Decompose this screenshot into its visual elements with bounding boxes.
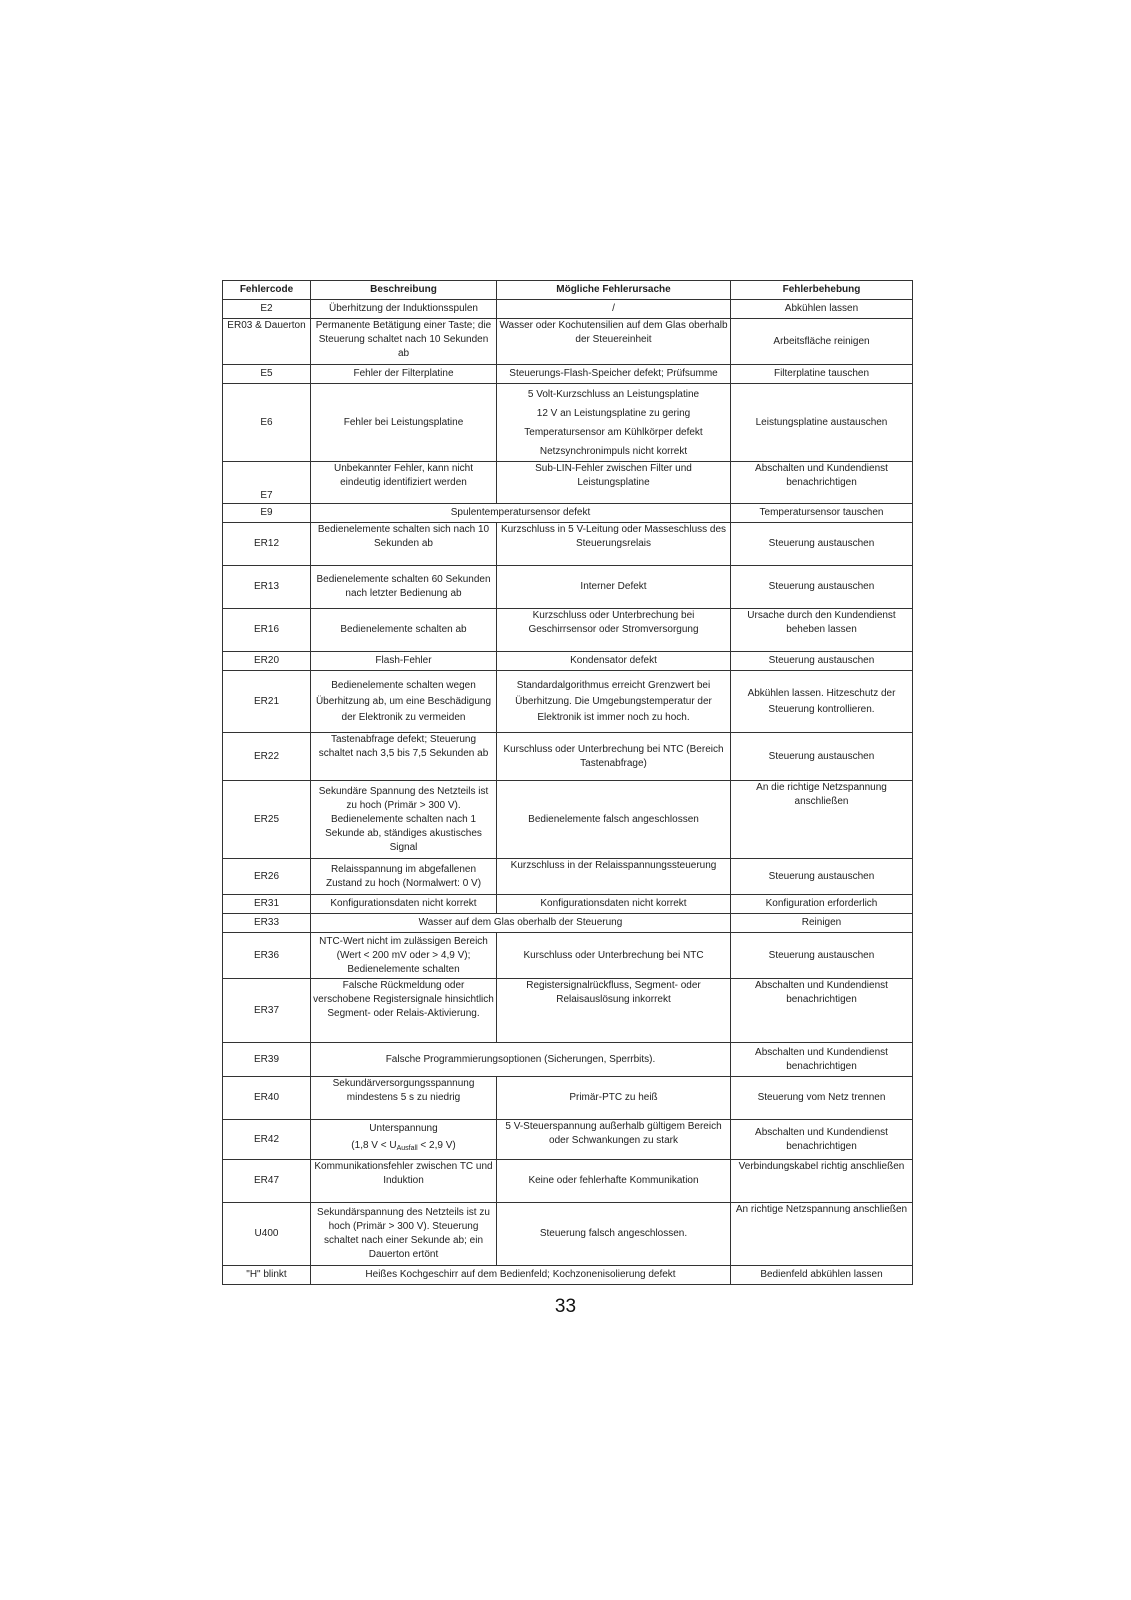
error-cause: Bedienelemente falsch angeschlossen (497, 781, 731, 859)
error-cause: Kondensator defekt (497, 652, 731, 671)
error-cause: 5 V-Steuerspannung außerhalb gültigem Bereich oder Schwankungen zu stark (497, 1120, 731, 1160)
cause-line: Netzsynchronimpuls nicht korrekt (539, 445, 688, 457)
page-number: 33 (554, 1296, 577, 1317)
error-fix: Steuerung austauschen (731, 566, 913, 609)
table-row (223, 1077, 913, 1120)
table-row (223, 1203, 913, 1266)
table-row (223, 1120, 913, 1160)
error-description: Bedienelemente schalten ab (311, 609, 497, 652)
error-code: E7 (223, 462, 311, 504)
table-row (223, 365, 913, 384)
desc-line: Unterspannung (369, 1123, 438, 1134)
error-description: Sekundärspannung des Netzteils ist zu hoch (Primär > 300 V). Steuerung schaltet nach einer Sekunde ab; ein Dauerton ertönt (311, 1203, 497, 1266)
error-fix: Steuerung austauschen (731, 523, 913, 566)
table-row (223, 895, 913, 914)
cause-line: Temperatursensor am Kühlkörper defekt (524, 426, 703, 438)
error-code: "H" blinkt (223, 1266, 311, 1285)
error-fix: Verbindungskabel richtig anschließen (731, 1160, 913, 1203)
error-description: Überhitzung der Induktionsspulen (311, 300, 497, 319)
table-row (223, 1266, 913, 1285)
error-code: ER39 (223, 1043, 311, 1077)
error-fix: Abschalten und Kundendienst benachrichtigen (731, 979, 913, 1043)
error-cause (497, 384, 731, 462)
error-fix: Leistungsplatine austauschen (731, 384, 913, 462)
voltage-suffix: < 2,9 V) (417, 1140, 456, 1151)
error-fix: Abkühlen lassen (731, 300, 913, 319)
cause-line: 5 Volt-Kurzschluss an Leistungsplatine (527, 388, 700, 400)
error-cause: Standardalgorithmus erreicht Grenzwert bei Überhitzung. Die Umgebungstemperatur der Elektronik ist immer noch zu hoch. (497, 671, 731, 733)
error-cause: Sub-LIN-Fehler zwischen Filter und Leistungsplatine (497, 462, 731, 504)
error-description-cause: Spulentemperatursensor defekt (311, 504, 731, 523)
error-description: Flash-Fehler (311, 652, 497, 671)
header-fehlerbehebung: Fehlerbehebung (731, 281, 913, 300)
error-description: Unbekannter Fehler, kann nicht eindeutig identifiziert werden (311, 462, 497, 504)
error-code: ER22 (223, 733, 311, 781)
error-code: ER42 (223, 1120, 311, 1160)
error-description: Relaisspannung im abgefallenen Zustand zu hoch (Normalwert: 0 V) (311, 859, 497, 895)
error-code: ER37 (223, 979, 311, 1043)
error-cause: Kurzschluss oder Unterbrechung bei Geschirrsensor oder Stromversorgung (497, 609, 731, 652)
error-description: Sekundärversorgungsspannung mindestens 5 s zu niedrig (311, 1077, 497, 1120)
error-code: E9 (223, 504, 311, 523)
error-cause: Keine oder fehlerhafte Kommunikation (497, 1160, 731, 1203)
error-fix: Abschalten und Kundendienst benachrichtigen (731, 462, 913, 504)
error-code: ER47 (223, 1160, 311, 1203)
header-fehlercode: Fehlercode (223, 281, 311, 300)
table-row (223, 933, 913, 979)
error-code: U400 (223, 1203, 311, 1266)
error-fix: An richtige Netzspannung anschließen (731, 1203, 913, 1266)
voltage-prefix: (1,8 V < U (351, 1140, 397, 1151)
error-code: ER20 (223, 652, 311, 671)
error-fix: Steuerung austauschen (731, 933, 913, 979)
error-code: E5 (223, 365, 311, 384)
error-fix: Steuerung vom Netz trennen (731, 1077, 913, 1120)
error-code: ER16 (223, 609, 311, 652)
table-row (223, 566, 913, 609)
error-cause: Wasser oder Kochutensilien auf dem Glas oberhalb der Steuereinheit (497, 319, 731, 365)
error-cause: / (497, 300, 731, 319)
table-row (223, 781, 913, 859)
error-cause: Registersignalrückfluss, Segment- oder Relaisauslösung inkorrekt (497, 979, 731, 1043)
error-description: NTC-Wert nicht im zulässigen Bereich (Wert < 200 mV oder > 4,9 V); Bedienelemente schalten (311, 933, 497, 979)
table-row (223, 462, 913, 504)
table-row (223, 523, 913, 566)
error-code: ER31 (223, 895, 311, 914)
error-cause: Kurzschluss in 5 V-Leitung oder Masseschluss des Steuerungsrelais (497, 523, 731, 566)
error-code-table (222, 280, 913, 1285)
error-code: ER21 (223, 671, 311, 733)
error-description: Fehler bei Leistungsplatine (311, 384, 497, 462)
error-code: ER33 (223, 914, 311, 933)
table-row (223, 859, 913, 895)
header-beschreibung: Beschreibung (311, 281, 497, 300)
error-cause: Kurschluss oder Unterbrechung bei NTC (Bereich Tastenabfrage) (497, 733, 731, 781)
error-fix: Steuerung austauschen (731, 733, 913, 781)
error-description: Konfigurationsdaten nicht korrekt (311, 895, 497, 914)
error-cause: Steuerung falsch angeschlossen. (497, 1203, 731, 1266)
error-cause: Interner Defekt (497, 566, 731, 609)
error-fix: Abkühlen lassen. Hitzeschutz der Steuerung kontrollieren. (731, 671, 913, 733)
table-row (223, 319, 913, 365)
error-description (311, 1120, 497, 1160)
error-fix: Filterplatine tauschen (731, 365, 913, 384)
table-row (223, 671, 913, 733)
error-fix: Arbeitsfläche reinigen (731, 319, 913, 365)
error-description-cause: Falsche Programmierungsoptionen (Sicherungen, Sperrbits). (311, 1043, 731, 1077)
error-description: Falsche Rückmeldung oder verschobene Registersignale hinsichtlich Segment- oder Relais-Aktivierung. (311, 979, 497, 1043)
error-fix: Reinigen (731, 914, 913, 933)
error-fix: Abschalten und Kundendienst benachrichtigen (731, 1043, 913, 1077)
table-row (223, 1160, 913, 1203)
error-code: ER40 (223, 1077, 311, 1120)
error-code: E2 (223, 300, 311, 319)
table-row (223, 384, 913, 462)
error-fix: Bedienfeld abkühlen lassen (731, 1266, 913, 1285)
error-description: Sekundäre Spannung des Netzteils ist zu hoch (Primär > 300 V). Bedienelemente schalten nach 1 Sekunde ab, ständiges akustisches Signal (311, 781, 497, 859)
table-row (223, 300, 913, 319)
table-row (223, 733, 913, 781)
table-header-row (223, 281, 913, 300)
error-description: Bedienelemente schalten wegen Überhitzung ab, um eine Beschädigung der Elektronik zu vermeiden (311, 671, 497, 733)
error-code: ER26 (223, 859, 311, 895)
error-fix: Steuerung austauschen (731, 859, 913, 895)
error-description-cause: Heißes Kochgeschirr auf dem Bedienfeld; Kochzonenisolierung defekt (311, 1266, 731, 1285)
error-fix: An die richtige Netzspannung anschließen (731, 781, 913, 859)
error-code: ER03 & Dauerton (223, 319, 311, 365)
error-fix: Konfiguration erforderlich (731, 895, 913, 914)
table-row (223, 914, 913, 933)
error-description: Bedienelemente schalten sich nach 10 Sekunden ab (311, 523, 497, 566)
table-row (223, 652, 913, 671)
cause-line: 12 V an Leistungsplatine zu gering (536, 407, 691, 419)
error-cause: Kurschluss oder Unterbrechung bei NTC (497, 933, 731, 979)
error-fix: Temperatursensor tauschen (731, 504, 913, 523)
error-cause: Kurzschluss in der Relaisspannungssteuerung (497, 859, 731, 895)
error-description: Kommunikationsfehler zwischen TC und Induktion (311, 1160, 497, 1203)
error-description: Bedienelemente schalten 60 Sekunden nach letzter Bedienung ab (311, 566, 497, 609)
voltage-subscript: Ausfall (396, 1145, 418, 1152)
table-row (223, 1043, 913, 1077)
error-code: ER13 (223, 566, 311, 609)
error-fix: Steuerung austauschen (731, 652, 913, 671)
error-cause: Primär-PTC zu heiß (497, 1077, 731, 1120)
error-code: E6 (223, 384, 311, 462)
error-fix: Abschalten und Kundendienst benachrichtigen (731, 1120, 913, 1160)
error-description: Fehler der Filterplatine (311, 365, 497, 384)
error-description: Tastenabfrage defekt; Steuerung schaltet nach 3,5 bis 7,5 Sekunden ab (311, 733, 497, 781)
table-row (223, 609, 913, 652)
voltage-range (313, 1137, 494, 1158)
error-cause: Steuerungs-Flash-Speicher defekt; Prüfsumme (497, 365, 731, 384)
table-row (223, 979, 913, 1043)
error-code: ER12 (223, 523, 311, 566)
table-row (223, 504, 913, 523)
error-description: Permanente Betätigung einer Taste; die Steuerung schaltet nach 10 Sekunden ab (311, 319, 497, 365)
error-code: ER36 (223, 933, 311, 979)
error-description-cause: Wasser auf dem Glas oberhalb der Steuerung (311, 914, 731, 933)
header-fehlerursache: Mögliche Fehlerursache (497, 281, 731, 300)
error-fix: Ursache durch den Kundendienst beheben lassen (731, 609, 913, 652)
error-cause: Konfigurationsdaten nicht korrekt (497, 895, 731, 914)
error-code: ER25 (223, 781, 311, 859)
